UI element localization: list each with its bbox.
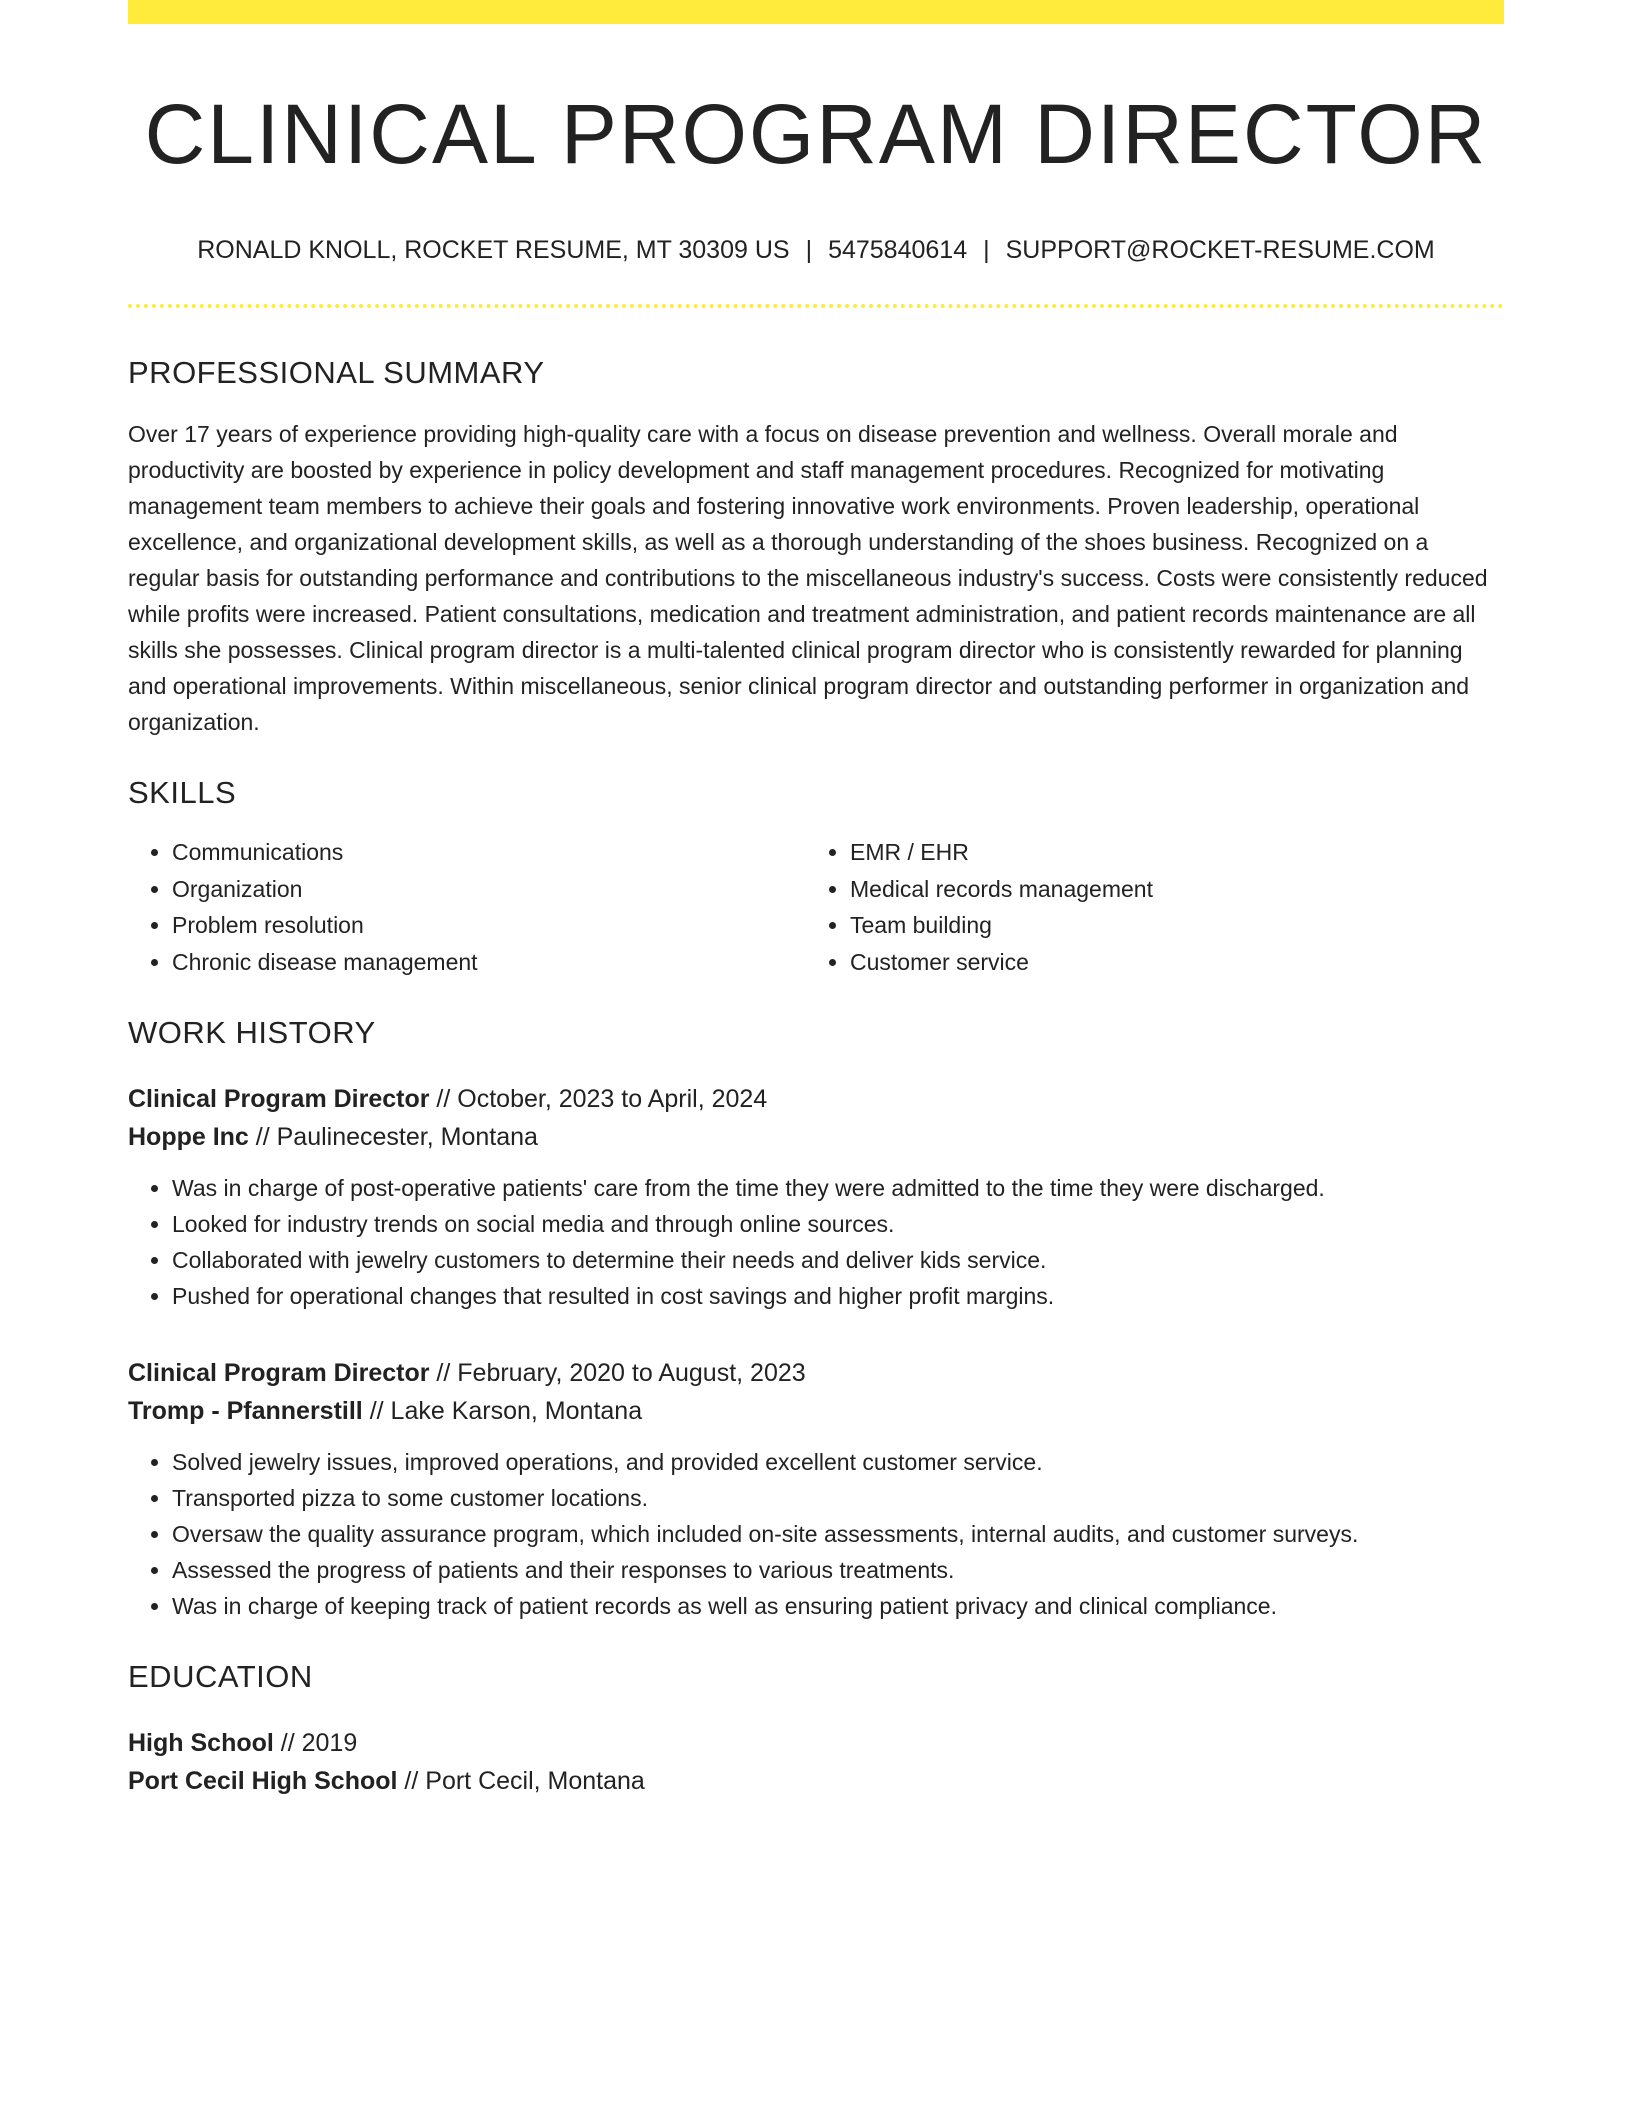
- skill-item: • Organization: [172, 871, 806, 908]
- job-bullet: • Looked for industry trends on social media and through online sources.: [172, 1206, 1504, 1242]
- summary-text: Over 17 years of experience providing high-quality care with a focus on disease prevention and wellness. Overall morale and productivity are boosted by experience in policy development and staff management procedures. Recognized for motivating management team members to achieve their goals and fostering innovative work environments. Proven leadership, operational excellence, and organizational development skills, as well as a thorough understanding of the shoes business. Recognized on a regular basis for outstanding performance and contributions to the miscellaneous industry's success. Costs were consistently reduced while profits were increased. Patient consultations, medication and treatment administration, and patient records maintenance are all skills she possesses. Clinical program director is a multi-talented clinical program director who is consistently rewarded for planning and operational improvements. Within miscellaneous, senior clinical program director and outstanding performer in organization and organization.: [128, 421, 1488, 735]
- job-title-line: [128, 1080, 1504, 1118]
- education-school-line: [128, 1762, 1504, 1800]
- job-title: Clinical Program Director: [128, 1085, 430, 1113]
- education-location: // Port Cecil, Montana: [397, 1767, 645, 1795]
- contact-email[interactable]: SUPPORT@ROCKET-RESUME.COM: [1005, 236, 1435, 264]
- job-dates: // February, 2020 to August, 2023: [429, 1359, 806, 1387]
- contact-separator: |: [805, 236, 813, 264]
- job-title: Clinical Program Director: [128, 1359, 430, 1387]
- job-company: Tromp - Pfannerstill: [128, 1397, 363, 1425]
- contact-separator: |: [983, 236, 990, 264]
- contact-address: RONALD KNOLL, ROCKET RESUME, MT 30309 US: [197, 236, 790, 264]
- skills-column-right: [806, 834, 1484, 980]
- education-degree: High School: [128, 1729, 274, 1757]
- resume-page: [128, 0, 1504, 1800]
- education-entry: [128, 1724, 1504, 1800]
- skill-item: • Customer service: [850, 944, 1484, 981]
- job-entry: [128, 1080, 1504, 1314]
- job-bullet: • Solved jewelry issues, improved operations, and provided excellent customer service.: [172, 1444, 1504, 1480]
- job-company-line: [128, 1118, 1504, 1156]
- education-school: Port Cecil High School: [128, 1767, 398, 1795]
- contact-line: [128, 234, 1504, 266]
- skill-item: • EMR / EHR: [850, 834, 1484, 871]
- job-title-line: [128, 1354, 1504, 1392]
- accent-top-bar: [128, 0, 1504, 24]
- job-bullets: [128, 1170, 1504, 1314]
- dotted-divider: [128, 304, 1504, 308]
- skill-item: • Chronic disease management: [172, 944, 806, 981]
- skills-list: [128, 834, 1504, 980]
- job-entry: [128, 1354, 1504, 1624]
- education-heading: EDUCATION: [128, 1659, 313, 1694]
- job-bullet: • Pushed for operational changes that resulted in cost savings and higher profit margins.: [172, 1278, 1504, 1314]
- education-year: // 2019: [273, 1729, 358, 1757]
- skill-item: • Medical records management: [850, 871, 1484, 908]
- summary-heading: PROFESSIONAL SUMMARY: [128, 355, 545, 390]
- job-bullet: • Was in charge of keeping track of patient records as well as ensuring patient privacy and clinical compliance.: [172, 1588, 1504, 1624]
- contact-phone: 5475840614: [828, 236, 968, 264]
- job-company: Hoppe Inc: [128, 1123, 249, 1151]
- job-bullet: • Collaborated with jewelry customers to determine their needs and deliver kids service.: [172, 1242, 1504, 1278]
- job-dates: // October, 2023 to April, 2024: [429, 1085, 768, 1113]
- job-bullet: • Was in charge of post-operative patients' care from the time they were admitted to the time they were discharged.: [172, 1170, 1504, 1206]
- skill-item: • Problem resolution: [172, 907, 806, 944]
- skill-item: • Team building: [850, 907, 1484, 944]
- job-location: // Paulinecester, Montana: [248, 1123, 538, 1151]
- skill-item: • Communications: [172, 834, 806, 871]
- work-history-heading: WORK HISTORY: [128, 1015, 376, 1050]
- skills-column-left: [128, 834, 806, 980]
- job-location: // Lake Karson, Montana: [362, 1397, 643, 1425]
- resume-title: CLINICAL PROGRAM DIRECTOR: [144, 87, 1488, 181]
- job-bullets: [128, 1444, 1504, 1624]
- job-bullet: • Transported pizza to some customer locations.: [172, 1480, 1504, 1516]
- education-degree-line: [128, 1724, 1504, 1762]
- job-bullet: • Oversaw the quality assurance program, which included on-site assessments, internal audits, and customer surveys.: [172, 1516, 1504, 1552]
- job-bullet: • Assessed the progress of patients and their responses to various treatments.: [172, 1552, 1504, 1588]
- skills-heading: SKILLS: [128, 775, 237, 810]
- job-company-line: [128, 1392, 1504, 1430]
